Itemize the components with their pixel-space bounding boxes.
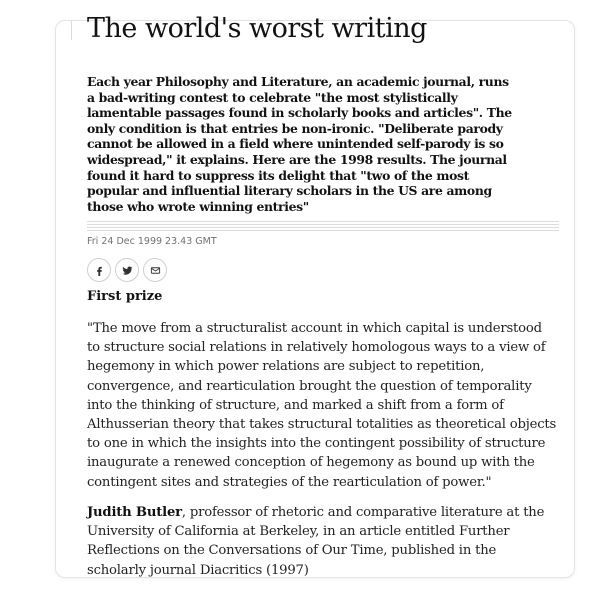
email-icon: [150, 265, 161, 276]
section-subhead: First prize: [87, 289, 163, 304]
twitter-icon: [122, 265, 133, 276]
share-email-button[interactable]: [143, 258, 167, 282]
headline: The world's worst writing: [87, 13, 427, 44]
standfirst: Each year Philosophy and Literature, an academic journal, runs a bad-writing contest to celebrate "the most stylistically lamentable passages found in scholarly books and articles". The only condition is that entries be non-ironic. "Deliberate parody cannot be allowed in a field where unintended self-parody is so widespread," it explains. Here are the 1998 results. The journal found it hard to suppress its delight that "two of the most popular and influential literary scholars in the US are among those who wrote winning entries": [87, 74, 512, 214]
share-bar: [87, 258, 167, 282]
dateline: Fri 24 Dec 1999 23.43 GMT: [87, 236, 217, 247]
attribution-text: , professor of rhetoric and comparative literature at the University of California at Berkeley, in an article entitled Further Reflections on the Conversations of Our Time, published in the scholarly journal Diacritics (1997): [87, 505, 545, 578]
winning-quote: "The move from a structuralist account in which capital is understood to structure social relations in relatively homologous ways to a view of hegemony in which power relations are subject to repetition, convergence, and rearticulation brought the question of temporality into the thinking of structure, and marked a shift from a form of Althusserian theory that takes structural totalities as theoretical objects to one in which the insights into the contingent possibility of structure inaugurate a renewed conception of hegemony as bound up with the contingent sites and strategies of the rearticulation of power.": [87, 321, 557, 490]
attribution-paragraph: [87, 503, 557, 580]
side-divider: [71, 20, 72, 40]
author-name: Judith Butler: [87, 505, 182, 520]
share-facebook-button[interactable]: [87, 258, 111, 282]
divider-rules: [87, 221, 559, 233]
facebook-icon: [94, 265, 105, 276]
share-twitter-button[interactable]: [115, 258, 139, 282]
